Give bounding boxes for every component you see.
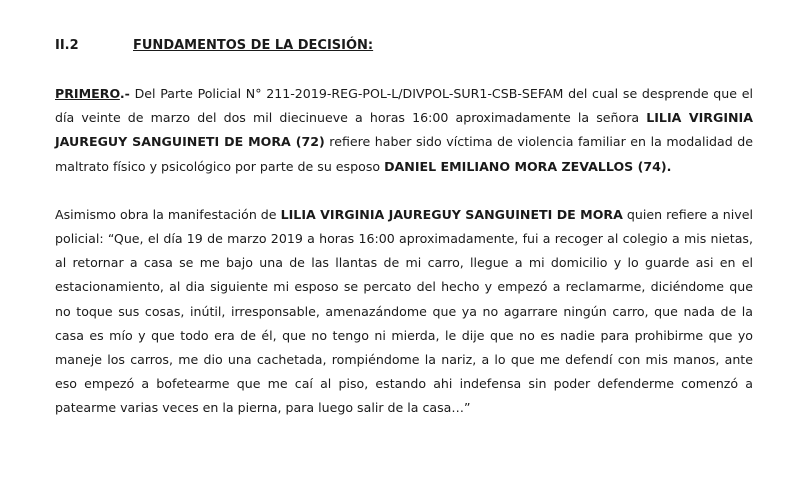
section-title: FUNDAMENTOS DE LA DECISIÓN: xyxy=(133,37,374,53)
victim-name: LILIA VIRGINIA JAUREGUY SANGUINETI DE MORA (72) xyxy=(55,110,753,150)
paragraph-manifestacion xyxy=(55,203,753,421)
primero-label: PRIMERO xyxy=(55,86,120,101)
victim-name: LILIA VIRGINIA JAUREGUY SANGUINETI DE MORA xyxy=(280,206,623,222)
primero-label-suffix: .- xyxy=(119,86,130,101)
paragraph-text: refiere haber sido víctima de violencia familiar en la modalidad de maltrato físico y psicológico por parte de su esposo xyxy=(55,134,753,174)
testimony-text: quien refiere a nivel policial: “Que, el día 19 de marzo 2019 a horas 16:00 aproximadamente, fui a recoger al colegio a mis nietas, al retornar a casa se me bajo una de las llantas de mi carro, llegue a mi domicilio y lo guarde asi en el estacionamiento, al dia siguiente mi esposo se percato del hecho y empezó a reclamarme, diciéndome que no toque sus cosas, inútil, irresponsable, amenazándome que ya no agarrare ningún carro, que nada de la casa es mío y que todo era de él, que no tengo ni mierda, le dije que no es nadie para prohibirme que yo maneje los carros, me dio una cachetada, rompiéndome la nariz, a lo que me defendí con mis manos, ante eso empezó a bofetearme que me caí al piso, estando ahi indefensa sin poder defenderme comenzó a patearme varias veces en la pierna, para luego salir de la casa…” xyxy=(55,206,753,416)
section-number: II.2 xyxy=(55,37,79,53)
paragraph-text: Del Parte Policial N° 211-2019-REG-POL-L/DIVPOL-SUR1-CSB-SEFAM del cual se desprende que el día veinte de marzo del dos mil diecinueve a horas 16:00 aproximadamente la señora xyxy=(55,86,753,126)
section-heading xyxy=(55,34,753,56)
aggressor-name: DANIEL EMILIANO MORA ZEVALLOS (74). xyxy=(384,158,672,174)
paragraph-text: Asimismo obra la manifestación de xyxy=(55,206,281,222)
document-page xyxy=(55,34,753,421)
paragraph-primero xyxy=(55,82,753,179)
